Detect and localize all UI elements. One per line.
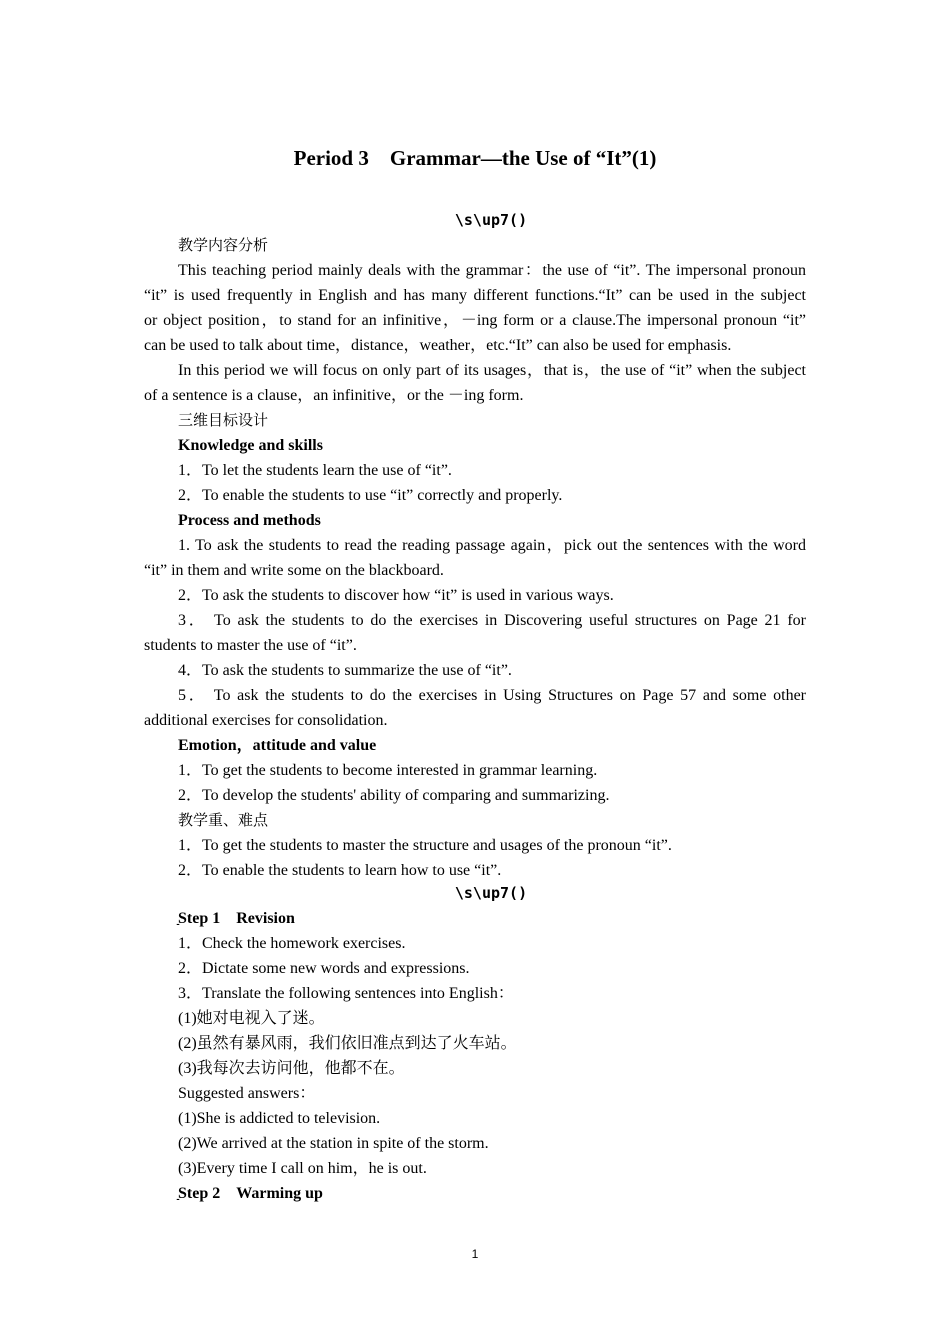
list-item: 3． To ask the students to do the exercises in Discovering useful structures on Page 21 for — [178, 612, 806, 629]
text-line: Suggested answers： — [178, 1085, 316, 1102]
text-line: students to master the use of “it”. — [144, 637, 357, 654]
list-item: 1．To get the students to master the structure and usages of the pronoun “it”. — [178, 837, 672, 854]
subheading: Knowledge and skills — [178, 437, 323, 454]
list-item: 1．To get the students to become interested in grammar learning. — [178, 762, 598, 779]
subheading: Process and methods — [178, 512, 321, 529]
teaching-analysis-section — [144, 233, 806, 883]
step-heading: ַStep 1 Revision — [178, 910, 295, 927]
list-item: 4．To ask the students to summarize the use of “it”. — [178, 662, 512, 679]
teaching-procedure-section — [144, 906, 806, 1206]
list-item: 1．To let the students learn the use of “it”. — [178, 462, 452, 479]
list-item: 2．To ask the students to discover how “it” is used in various ways. — [178, 587, 614, 604]
text-line: additional exercises for consolidation. — [144, 712, 388, 729]
chinese-sentence: (3)我每次去访问他，他都不在。 — [178, 1060, 405, 1077]
step-heading: ַStep 2 Warming up — [178, 1185, 323, 1202]
text-line: of a sentence is a clause，an infinitive，or the －ing form. — [144, 387, 524, 404]
list-item: 2．Dictate some new words and expressions. — [178, 960, 470, 977]
list-item: 2．To enable the students to learn how to use “it”. — [178, 862, 502, 879]
list-item: 1．Check the homework exercises. — [178, 935, 406, 952]
section-heading-1: \s\up7() — [454, 211, 528, 229]
section-heading-2: \s\up7() — [454, 884, 528, 902]
text-line: 三维目标设计 — [178, 411, 269, 429]
text-line: “it” is used frequently in English and has many different functions.“It” can be used in the subject — [144, 287, 806, 304]
list-item: 3．Translate the following sentences into English： — [178, 985, 514, 1002]
text-line: 教学内容分析 — [178, 236, 269, 254]
text-line: In this period we will focus on only part of its usages，that is，the use of “it” when the subject — [178, 362, 806, 379]
answer-line: (2)We arrived at the station in spite of the storm. — [178, 1135, 489, 1152]
list-item: 2．To develop the students' ability of comparing and summarizing. — [178, 787, 610, 804]
list-item: 2．To enable the students to use “it” correctly and properly. — [178, 487, 563, 504]
text-line: or object position，to stand for an infinitive，－ing form or a clause.The impersonal pronoun “it” — [144, 312, 806, 329]
text-line: “it” in them and write some on the blackboard. — [144, 562, 444, 579]
list-item: 5． To ask the students to do the exercises in Using Structures on Page 57 and some other — [178, 687, 806, 704]
answer-line: (1)She is addicted to television. — [178, 1110, 381, 1127]
text-line: This teaching period mainly deals with the grammar：the use of “it”. The impersonal pronoun — [178, 262, 806, 279]
subheading: Emotion，attitude and value — [178, 737, 377, 754]
answer-line: (3)Every time I call on him，he is out. — [178, 1160, 427, 1177]
chinese-sentence: (2)虽然有暴风雨，我们依旧准点到达了火车站。 — [178, 1035, 517, 1052]
list-item: 1. To ask the students to read the reading passage again，pick out the sentences with the word — [178, 537, 806, 554]
text-line: 教学重、难点 — [178, 811, 269, 829]
page-title: Period 3 Grammar—the Use of “It”(1) — [293, 146, 657, 170]
text-line: can be used to talk about time，distance，weather，etc.“It” can also be used for emphasis. — [144, 337, 732, 354]
page-number: 1 — [471, 1247, 479, 1261]
chinese-sentence: (1)她对电视入了迷。 — [178, 1010, 325, 1027]
